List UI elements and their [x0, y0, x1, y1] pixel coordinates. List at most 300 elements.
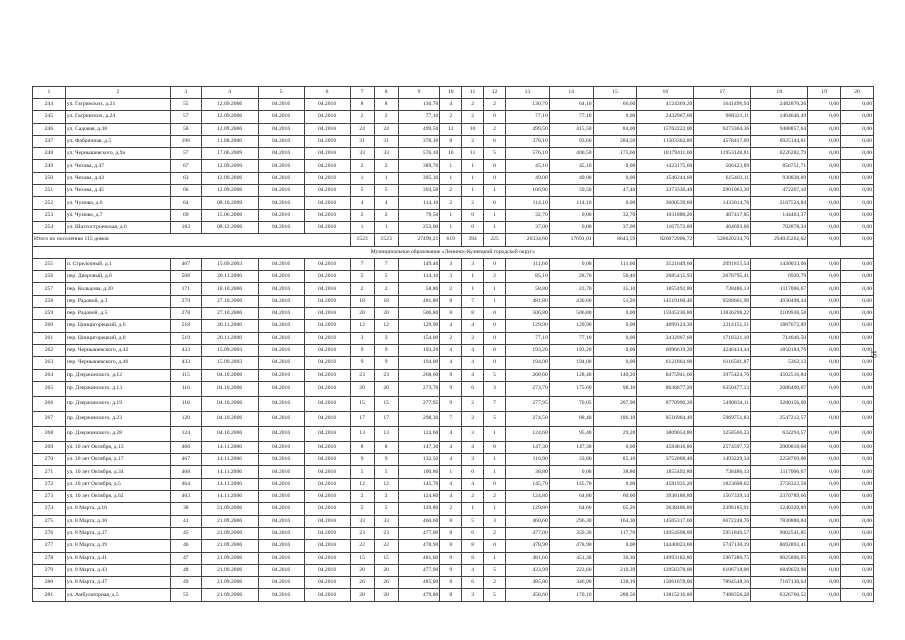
table-cell: 253: [33, 209, 66, 221]
table-cell: 3752008,40: [637, 454, 694, 466]
table-cell: 0,00: [841, 589, 874, 601]
table-cell: 58,80: [398, 283, 440, 295]
table-cell: 12: [484, 87, 506, 99]
table-cell: ул. 10 лет Октября, д.17: [65, 454, 170, 466]
table-cell: 3: [484, 515, 506, 527]
table-row: [33, 466, 874, 478]
table-cell: 0,00: [841, 148, 874, 160]
table-cell: 16: [440, 148, 462, 160]
table-cell: 8: [440, 295, 462, 307]
table-cell: 7: [440, 411, 462, 426]
table-cell: 1718321,10: [694, 332, 751, 344]
table-cell: 8: [462, 552, 484, 564]
table-cell: 6116501,87: [694, 357, 751, 369]
table-cell: 468: [170, 466, 201, 478]
table-cell: 8: [350, 99, 374, 111]
table-cell: Итого по поселению 115 домов: [33, 234, 351, 246]
table-cell: 0,00: [593, 111, 637, 123]
table-cell: 2: [374, 283, 398, 295]
table-cell: 85,10: [593, 454, 637, 466]
table-cell: 0,00: [808, 221, 841, 233]
table-cell: 58,80: [505, 283, 549, 295]
table-cell: 430,60: [549, 295, 593, 307]
table-cell: пер. Кольцова, д.20: [65, 283, 170, 295]
table-cell: 11953128,81: [694, 148, 751, 160]
table-cell: 273: [33, 491, 66, 503]
table-cell: 04.2016: [304, 589, 350, 601]
table-cell: 04.2016: [304, 344, 350, 356]
table-cell: 1523: [350, 234, 374, 246]
page-number: 19: [869, 350, 878, 358]
table-cell: 0,00: [808, 441, 841, 453]
table-cell: 8: [440, 515, 462, 527]
table-cell: 5: [484, 411, 506, 426]
table-cell: 264: [33, 369, 66, 381]
table-cell: 4124369,20: [637, 99, 694, 111]
table-cell: 04.2016: [304, 441, 350, 453]
table-cell: 194,00: [505, 357, 549, 369]
table-cell: 4930498,44: [751, 295, 808, 307]
table-cell: 1: [350, 172, 374, 184]
table-cell: 17: [374, 411, 398, 426]
table-row: [33, 527, 874, 539]
table-cell: пр. Дзержинского, д.23: [65, 411, 170, 426]
table-cell: 3975424,76: [694, 369, 751, 381]
table-cell: 271: [33, 466, 66, 478]
table-cell: 118: [170, 396, 201, 411]
table-cell: 0,00: [841, 577, 874, 589]
table-cell: 0,00: [808, 234, 841, 246]
table-cell: 04.2016: [258, 123, 304, 135]
table-cell: 0,00: [808, 111, 841, 123]
table-cell: 55: [170, 589, 201, 601]
table-cell: 144463,37: [751, 209, 808, 221]
table-cell: 0,00: [841, 308, 874, 320]
table-cell: 20.11.2006: [201, 332, 258, 344]
table-cell: 20: [374, 564, 398, 576]
table-cell: 9: [350, 344, 374, 356]
table-cell: 5: [484, 148, 506, 160]
table-cell: 378,10: [505, 135, 549, 147]
table-cell: 485,00: [398, 577, 440, 589]
table-row: [33, 99, 874, 111]
table-cell: 63: [170, 172, 201, 184]
table-row: [33, 148, 874, 160]
table-cell: 5: [350, 271, 374, 283]
table-cell: 04.2016: [258, 515, 304, 527]
table-cell: 1493229,34: [694, 454, 751, 466]
table-cell: 0,00: [808, 411, 841, 426]
table-cell: 04.2016: [258, 221, 304, 233]
table-cell: 66,60: [593, 99, 637, 111]
table-row: [33, 258, 874, 270]
table-cell: 5: [374, 466, 398, 478]
table-cell: 04.2016: [304, 369, 350, 381]
table-cell: 1: [462, 503, 484, 515]
table-cell: 566423,89: [694, 160, 751, 172]
table-cell: п. Стрелочный, д.1: [65, 258, 170, 270]
table-cell: 251: [33, 185, 66, 197]
table-cell: 1: [484, 209, 506, 221]
table-cell: 12: [350, 320, 374, 332]
table-cell: 0,00: [808, 197, 841, 209]
table-cell: 20: [841, 87, 874, 99]
table-cell: 8: [462, 308, 484, 320]
table-cell: 4: [462, 478, 484, 490]
table-cell: 04.2016: [304, 478, 350, 490]
table-cell: 460,60: [398, 515, 440, 527]
table-cell: 20: [374, 308, 398, 320]
table-cell: 18179411,60: [637, 148, 694, 160]
table-cell: ул. 10 лет Октября, д.5: [65, 478, 170, 490]
table-cell: 274,50: [505, 411, 549, 426]
table-cell: 0,00: [808, 308, 841, 320]
table-cell: 38: [170, 503, 201, 515]
table-cell: 0,00: [841, 123, 874, 135]
table-cell: 22: [350, 540, 374, 552]
table-cell: 2: [484, 99, 506, 111]
table-cell: 26334,60: [505, 234, 549, 246]
table-row: [33, 503, 874, 515]
table-cell: 0,00: [841, 426, 874, 441]
table-cell: 1: [350, 221, 374, 233]
table-cell: 277: [33, 540, 66, 552]
table-cell: 6350477,13: [694, 381, 751, 396]
table-cell: 0,00: [808, 160, 841, 172]
table-cell: 255: [33, 258, 66, 270]
table-cell: 32,70: [505, 209, 549, 221]
table-cell: 0: [462, 466, 484, 478]
table-cell: 11503362,80: [637, 135, 694, 147]
table-cell: 64,10: [549, 99, 593, 111]
table-cell: 8: [440, 527, 462, 539]
table-cell: 260: [33, 320, 66, 332]
table-cell: 1: [462, 283, 484, 295]
table-cell: 21.09.2006: [201, 527, 258, 539]
table-cell: 0,00: [808, 172, 841, 184]
table-cell: 51,20: [593, 295, 637, 307]
table-cell: 1823608,62: [694, 478, 751, 490]
table-cell: 15.09.2003: [201, 344, 258, 356]
table-cell: 130,70: [505, 99, 549, 111]
table-cell: ул. Шахтостроевская, д.6: [65, 221, 170, 233]
table-cell: 7894548,16: [694, 577, 751, 589]
table-cell: 28,70: [549, 271, 593, 283]
table-cell: 2: [462, 332, 484, 344]
housing-registry-table: [32, 86, 874, 602]
table-cell: 77,10: [549, 332, 593, 344]
table-cell: 04.2016: [304, 148, 350, 160]
table-cell: 263: [33, 357, 66, 369]
table-row: [33, 135, 874, 147]
table-cell: 15.09.2003: [201, 357, 258, 369]
table-cell: 70,05: [549, 396, 593, 411]
table-row: [33, 283, 874, 295]
table-cell: 267: [33, 411, 66, 426]
table-cell: 8: [374, 87, 398, 99]
table-cell: 2009818,68: [751, 441, 808, 453]
table-cell: 433: [170, 344, 201, 356]
table-cell: 04.2016: [258, 172, 304, 184]
table-cell: 7: [462, 295, 484, 307]
table-cell: 4: [440, 344, 462, 356]
table-cell: 1887672,89: [751, 320, 808, 332]
table-cell: 45,10: [549, 160, 593, 172]
table-cell: 3638406,80: [637, 503, 694, 515]
table-cell: 145,70: [505, 478, 549, 490]
table-cell: 8: [462, 540, 484, 552]
table-cell: 508: [170, 271, 201, 283]
table-cell: 21.09.2006: [201, 589, 258, 601]
table-cell: 2: [484, 123, 506, 135]
table-cell: 2: [440, 185, 462, 197]
table-cell: 128,40: [549, 369, 593, 381]
table-cell: 4: [374, 197, 398, 209]
table-cell: 6226282,79: [751, 148, 808, 160]
table-cell: 15: [593, 87, 637, 99]
table-cell: 3: [374, 332, 398, 344]
table-cell: 140,20: [593, 369, 637, 381]
table-cell: 47: [170, 552, 201, 564]
table-cell: 0,00: [841, 135, 874, 147]
table-cell: 0: [484, 332, 506, 344]
table-cell: 5969751,83: [694, 411, 751, 426]
table-cell: 6925144,81: [751, 135, 808, 147]
table-cell: 1: [440, 209, 462, 221]
table-cell: 12: [440, 123, 462, 135]
table-cell: 460,60: [505, 515, 549, 527]
table-cell: 31: [374, 135, 398, 147]
table-cell: 3: [170, 87, 201, 99]
table-row: [33, 426, 874, 441]
table-cell: 20.11.2006: [201, 320, 258, 332]
table-cell: 124,80: [505, 491, 549, 503]
table-cell: 284,50: [593, 135, 637, 147]
table-cell: 6121864,00: [637, 357, 694, 369]
table-row: [33, 564, 874, 576]
table-cell: 0,00: [593, 197, 637, 209]
table-cell: пер. Дворовый, д.6: [65, 271, 170, 283]
table-cell: 04.2016: [304, 123, 350, 135]
table-cell: ул. 8 Марта, д.39: [65, 540, 170, 552]
table-cell: 6: [304, 87, 350, 99]
table-cell: 3: [462, 589, 484, 601]
table-cell: 04.2016: [304, 320, 350, 332]
table-cell: 274: [33, 503, 66, 515]
table-cell: 0: [462, 209, 484, 221]
table-cell: ул. Чехова, д.47: [65, 160, 170, 172]
table-cell: 15: [374, 396, 398, 411]
table-cell: 466: [170, 441, 201, 453]
table-cell: 7: [350, 87, 374, 99]
table-cell: 56,40: [593, 271, 637, 283]
table-cell: 0,00: [841, 185, 874, 197]
table-cell: 0,00: [593, 540, 637, 552]
table-cell: ул. Чумова, д.7: [65, 209, 170, 221]
table-cell: 0,00: [841, 283, 874, 295]
table-cell: 04.2016: [304, 527, 350, 539]
table-cell: 77,10: [398, 111, 440, 123]
table-cell: 26: [350, 577, 374, 589]
table-cell: 0,00: [808, 344, 841, 356]
table-cell: 3809054,80: [637, 426, 694, 441]
table-cell: 0: [484, 258, 506, 270]
table-cell: 463: [170, 491, 201, 503]
table-cell: 08.12.2006: [201, 221, 258, 233]
table-cell: 14.11.2006: [201, 454, 258, 466]
table-cell: 477,00: [398, 527, 440, 539]
table-row: [33, 295, 874, 307]
table-cell: 1464646,49: [751, 111, 808, 123]
table-row: [33, 478, 874, 490]
table-cell: 95,40: [549, 426, 593, 441]
table-cell: 270: [33, 454, 66, 466]
table-cell: 268: [33, 426, 66, 441]
table-cell: 12.09.2006: [201, 172, 258, 184]
table-cell: 0,00: [593, 308, 637, 320]
table-cell: 0,00: [841, 197, 874, 209]
table-cell: 0,00: [841, 552, 874, 564]
table-cell: 64: [170, 197, 201, 209]
table-cell: 0,00: [593, 478, 637, 490]
table-cell: 15061678,00: [637, 577, 694, 589]
table-cell: 0,00: [841, 491, 874, 503]
table-cell: 3373336,40: [637, 185, 694, 197]
table-cell: 3: [350, 332, 374, 344]
table-cell: 17691,01: [549, 234, 593, 246]
table-cell: 04.2016: [304, 503, 350, 515]
table-cell: 1167572,00: [637, 221, 694, 233]
table-cell: 129,80: [398, 503, 440, 515]
table-cell: 0: [484, 357, 506, 369]
table-cell: 8770990,20: [637, 396, 694, 411]
table-cell: 04.2016: [258, 552, 304, 564]
table-cell: 207,90: [593, 396, 637, 411]
table-cell: 2678795,41: [694, 271, 751, 283]
table-cell: 481,80: [505, 295, 549, 307]
table-cell: 64,80: [549, 491, 593, 503]
table-cell: 3: [462, 258, 484, 270]
table-cell: 4: [440, 320, 462, 332]
table-cell: 1: [462, 160, 484, 172]
table-cell: 1117006,67: [751, 283, 808, 295]
table-cell: 11: [462, 87, 484, 99]
table-cell: 04.2016: [258, 209, 304, 221]
table-cell: 04.2016: [258, 332, 304, 344]
table-cell: 2432967,60: [637, 332, 694, 344]
table-cell: 8: [440, 308, 462, 320]
table-cell: ул. Чумова, д.6: [65, 197, 170, 209]
table-cell: 298,30: [398, 411, 440, 426]
table-cell: 2: [462, 135, 484, 147]
table-cell: 15762222,00: [637, 123, 694, 135]
table-cell: 13815216,80: [637, 589, 694, 601]
table-cell: 15.06.2006: [201, 209, 258, 221]
table-cell: 4: [440, 491, 462, 503]
table-cell: пр. Дзержинского, д.12: [65, 369, 170, 381]
header-row: [33, 87, 874, 99]
table-cell: 12.09.2006: [201, 111, 258, 123]
table-cell: 04.2016: [304, 111, 350, 123]
table-cell: 130,70: [398, 99, 440, 111]
table-cell: 8: [440, 540, 462, 552]
table-cell: 0,00: [841, 234, 874, 246]
table-cell: 04.2016: [258, 411, 304, 426]
table-cell: 7: [350, 258, 374, 270]
table-cell: 0,00: [841, 295, 874, 307]
table-cell: 129,90: [549, 320, 593, 332]
table-cell: 04.2016: [304, 258, 350, 270]
table-cell: 7488356,28: [694, 589, 751, 601]
table-cell: 196: [170, 135, 201, 147]
table-row: [33, 271, 874, 283]
table-cell: 0,00: [593, 441, 637, 453]
table-cell: 278: [170, 308, 201, 320]
table-cell: 265: [33, 381, 66, 396]
table-cell: 29,20: [593, 426, 637, 441]
table-cell: 0,00: [808, 577, 841, 589]
table-cell: 2: [440, 503, 462, 515]
table-cell: пр. Дзержинского, д.19: [65, 396, 170, 411]
table-cell: 27.10.2006: [201, 308, 258, 320]
table-cell: 2: [350, 160, 374, 172]
table-cell: 2: [374, 209, 398, 221]
table-cell: 04.2016: [258, 478, 304, 490]
table-cell: 479,80: [398, 589, 440, 601]
table-cell: 04.10.2006: [201, 381, 258, 396]
table-cell: 77,10: [549, 111, 593, 123]
table-cell: 1855492,80: [637, 283, 694, 295]
table-cell: 3600539,60: [637, 197, 694, 209]
table-cell: 20: [350, 564, 374, 576]
table-cell: 04.2016: [258, 503, 304, 515]
table-cell: 0,00: [841, 564, 874, 576]
table-cell: 17: [350, 411, 374, 426]
table-cell: ул. Гагринских, д.24: [65, 111, 170, 123]
table-cell: 28: [374, 589, 398, 601]
table-row: [33, 441, 874, 453]
table-cell: 6096619,20: [637, 344, 694, 356]
table-cell: 6106718,06: [694, 564, 751, 576]
table-cell: 389,70: [398, 160, 440, 172]
table-cell: 245: [33, 111, 66, 123]
table-cell: ул. Чехова, д.45: [65, 185, 170, 197]
table-cell: 5: [374, 271, 398, 283]
table-cell: 84,00: [593, 123, 637, 135]
table-cell: 13: [350, 426, 374, 441]
table-cell: 248: [33, 148, 66, 160]
table-cell: 280: [33, 577, 66, 589]
table-cell: 04.2016: [258, 589, 304, 601]
table-cell: 252: [33, 197, 66, 209]
table-cell: 0,00: [841, 111, 874, 123]
table-cell: 576,10: [505, 148, 549, 160]
table-cell: 8: [374, 441, 398, 453]
table-cell: 1: [462, 185, 484, 197]
table-cell: 04.2016: [304, 552, 350, 564]
table-cell: 506,80: [505, 308, 549, 320]
table-cell: 124: [170, 426, 201, 441]
table-cell: 2398185,91: [694, 503, 751, 515]
table-cell: 20.11.2006: [201, 271, 258, 283]
table-cell: 632294,57: [751, 426, 808, 441]
table-cell: 193,20: [549, 344, 593, 356]
table-cell: 8516964,40: [637, 411, 694, 426]
table-cell: 3: [462, 426, 484, 441]
table-cell: 0,00: [593, 160, 637, 172]
table-cell: 49: [170, 577, 201, 589]
table-cell: 258: [33, 295, 66, 307]
